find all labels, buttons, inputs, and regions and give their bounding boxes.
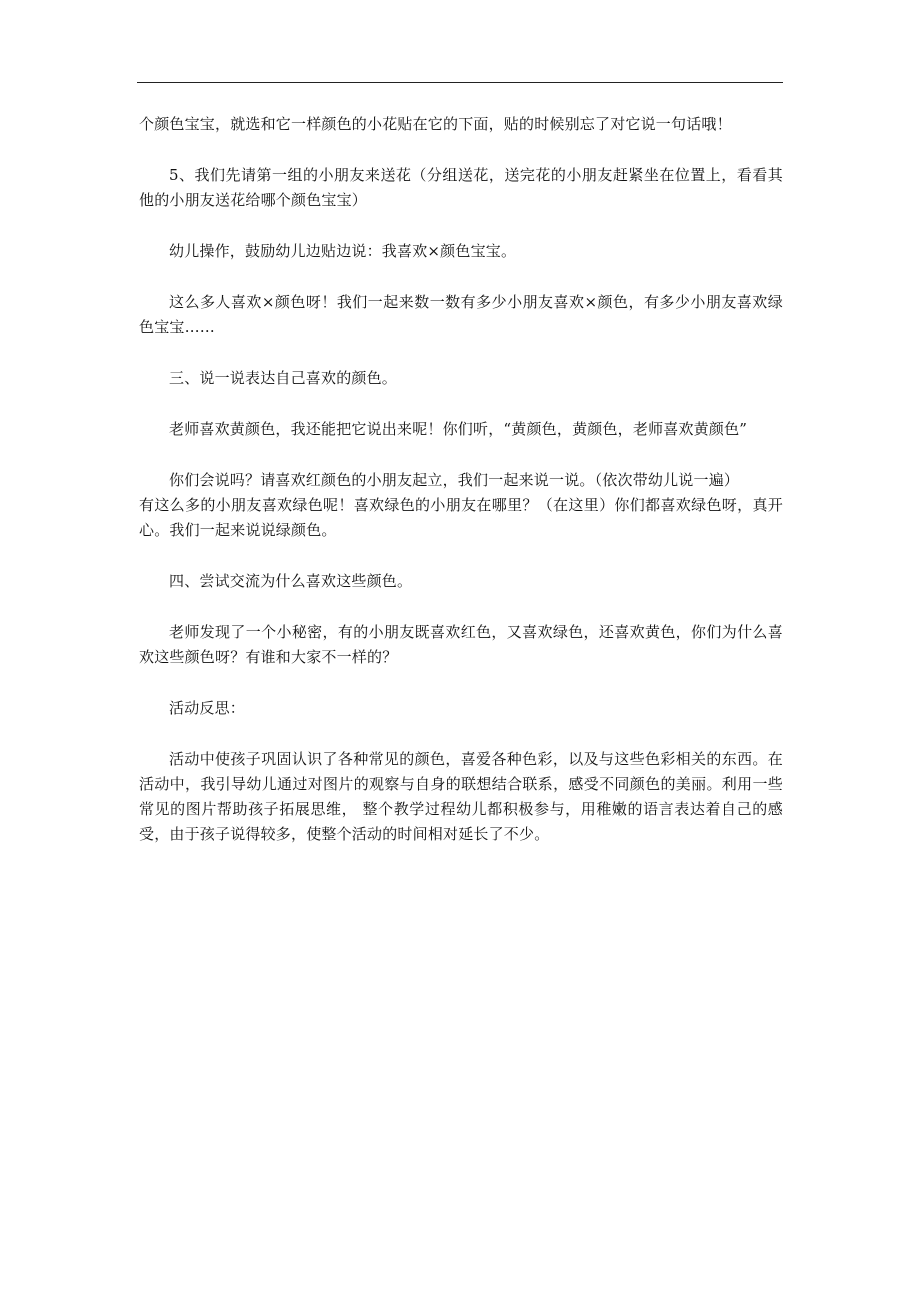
paragraph-teacher-yellow: 老师喜欢黄颜色，我还能把它说出来呢！你们听，“黄颜色，黄颜色，老师喜欢黄颜色” (169, 420, 748, 438)
paragraph-child-operation: 幼儿操作，鼓励幼儿边贴边说：我喜欢×颜色宝宝。 (169, 242, 517, 260)
header-divider (137, 82, 783, 83)
paragraph-green-friends: 有这么多的小朋友喜欢绿色呢！喜欢绿色的小朋友在哪里？（在这里）你们都喜欢绿色呀，真开心。我们一起来说说绿颜色。 (139, 496, 783, 539)
paragraph-reflection: 活动中使孩子巩固认识了各种常见的颜色，喜爱各种色彩，以及与这些色彩相关的东西。在活动中，我引导幼儿通过对图片的观察与自身的联想结合联系，感受不同颜色的美丽。利用一些常见的图片帮助孩子拓展思维， 整个教学过程幼儿都积极参与，用稚嫩的语言表达着自己的感受，由于孩子说得较多，使整个活动的时间相对延长了不少。 (139, 750, 783, 843)
paragraph-counting: 这么多人喜欢×颜色呀！我们一起来数一数有多少小朋友喜欢×颜色，有多少小朋友喜欢绿色宝宝…… (139, 293, 783, 336)
reflection-heading: 活动反思： (169, 699, 246, 717)
paragraph-can-you-say: 你们会说吗？请喜欢红颜色的小朋友起立，我们一起来说一说。（依次带幼儿说一遍） (169, 471, 740, 489)
paragraph-step-5: 5、我们先请第一组的小朋友来送花（分组送花，送完花的小朋友赶紧坐在位置上，看看其他的小朋友送花给哪个颜色宝宝） (139, 166, 783, 209)
section-heading-4: 四、尝试交流为什么喜欢这些颜色。 (169, 572, 413, 590)
section-heading-3: 三、说一说表达自己喜欢的颜色。 (169, 369, 398, 387)
paragraph-secret: 老师发现了一个小秘密，有的小朋友既喜欢红色，又喜欢绿色，还喜欢黄色，你们为什么喜欢这些颜色呀？有谁和大家不一样的？ (139, 623, 783, 666)
paragraph-continuation: 个颜色宝宝，就选和它一样颜色的小花贴在它的下面，贴的时候别忘了对它说一句话哦！ (139, 115, 732, 133)
document-body (139, 112, 783, 873)
